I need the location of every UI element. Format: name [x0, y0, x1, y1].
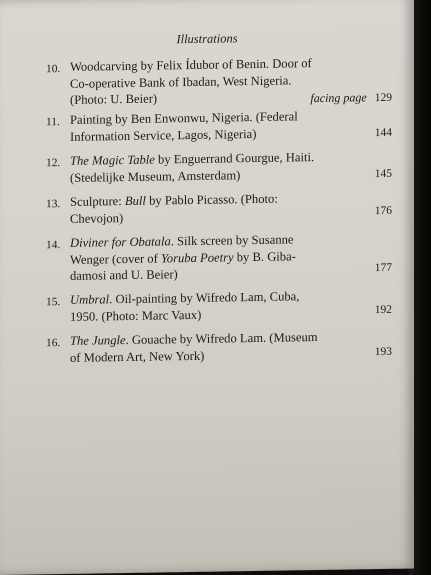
caption-line: Co-operative Bank of Ibadan, West Nigeria.	[70, 72, 292, 91]
entry-number: 16.	[46, 337, 61, 350]
book-title: Yoruba Poetry	[160, 249, 234, 265]
caption-line: 1950. (Photo: Marc Vaux)	[70, 307, 202, 324]
caption-text: by B. Giba-	[233, 248, 296, 264]
caption-line: Painting by Ben Enwonwu, Nigeria. (Federal	[70, 109, 298, 127]
page-number: 192	[374, 303, 392, 317]
page-heading: Illustrations	[176, 31, 238, 47]
caption-text: . Gouache by Wifredo Lam. (Museum	[125, 330, 318, 348]
artwork-title: The Magic Table	[70, 152, 155, 168]
caption-line: damosi and U. Beier)	[70, 267, 178, 283]
page-number: 177	[374, 261, 392, 275]
caption-text: Sculpture:	[70, 194, 125, 209]
caption-text: . Oil-painting by Wifredo Lam, Cuba,	[109, 289, 300, 307]
page-number: 193	[374, 345, 392, 359]
list-item-illustration-12	[46, 148, 392, 185]
entry-caption	[70, 328, 370, 366]
caption-line: Chevojon)	[70, 210, 124, 226]
entry-number: 11.	[46, 116, 60, 129]
page-number: 144	[374, 126, 392, 140]
caption-text: . Silk screen by Susanne	[170, 232, 294, 249]
entry-number: 15.	[46, 296, 61, 309]
artwork-title: The Jungle	[70, 333, 126, 348]
list-item-illustration-14	[46, 230, 392, 283]
page-number: 145	[374, 167, 392, 181]
facing-page-label: facing page	[310, 90, 367, 106]
list-item-illustration-10	[46, 54, 392, 107]
caption-line: (Photo: U. Beier)	[70, 91, 158, 107]
entry-number: 14.	[46, 239, 61, 252]
list-item-illustration-13	[46, 189, 392, 226]
entry-caption	[70, 189, 370, 227]
artwork-title: Diviner for Obatala	[70, 234, 171, 250]
caption-line: Information Service, Lagos, Nigeria)	[70, 126, 257, 144]
list-item-illustration-16	[46, 328, 392, 365]
entry-caption	[70, 287, 370, 325]
entry-number: 13.	[46, 198, 61, 211]
page-number: 176	[374, 204, 392, 218]
entry-caption	[70, 148, 370, 186]
entry-caption	[70, 107, 370, 145]
caption-text: by Enguerrand Gourgue, Haiti.	[154, 150, 315, 167]
entry-caption	[70, 230, 370, 284]
caption-text: Wenger (cover of	[70, 250, 161, 267]
caption-line: Woodcarving by Felix Ídubor of Benin. Door of	[70, 56, 312, 74]
list-item-illustration-15	[46, 287, 392, 324]
page-number: 129	[374, 91, 392, 105]
entry-page-ref	[310, 89, 392, 108]
caption-line: (Stedelijke Museum, Amsterdam)	[70, 167, 241, 185]
entry-number: 10.	[46, 63, 61, 76]
caption-text: by Pablo Picasso. (Photo:	[145, 191, 278, 208]
entry-number: 12.	[46, 157, 61, 170]
caption-line: of Modern Art, New York)	[70, 348, 205, 365]
artwork-title: Bull	[124, 193, 146, 209]
artwork-title: Umbral	[70, 292, 110, 307]
